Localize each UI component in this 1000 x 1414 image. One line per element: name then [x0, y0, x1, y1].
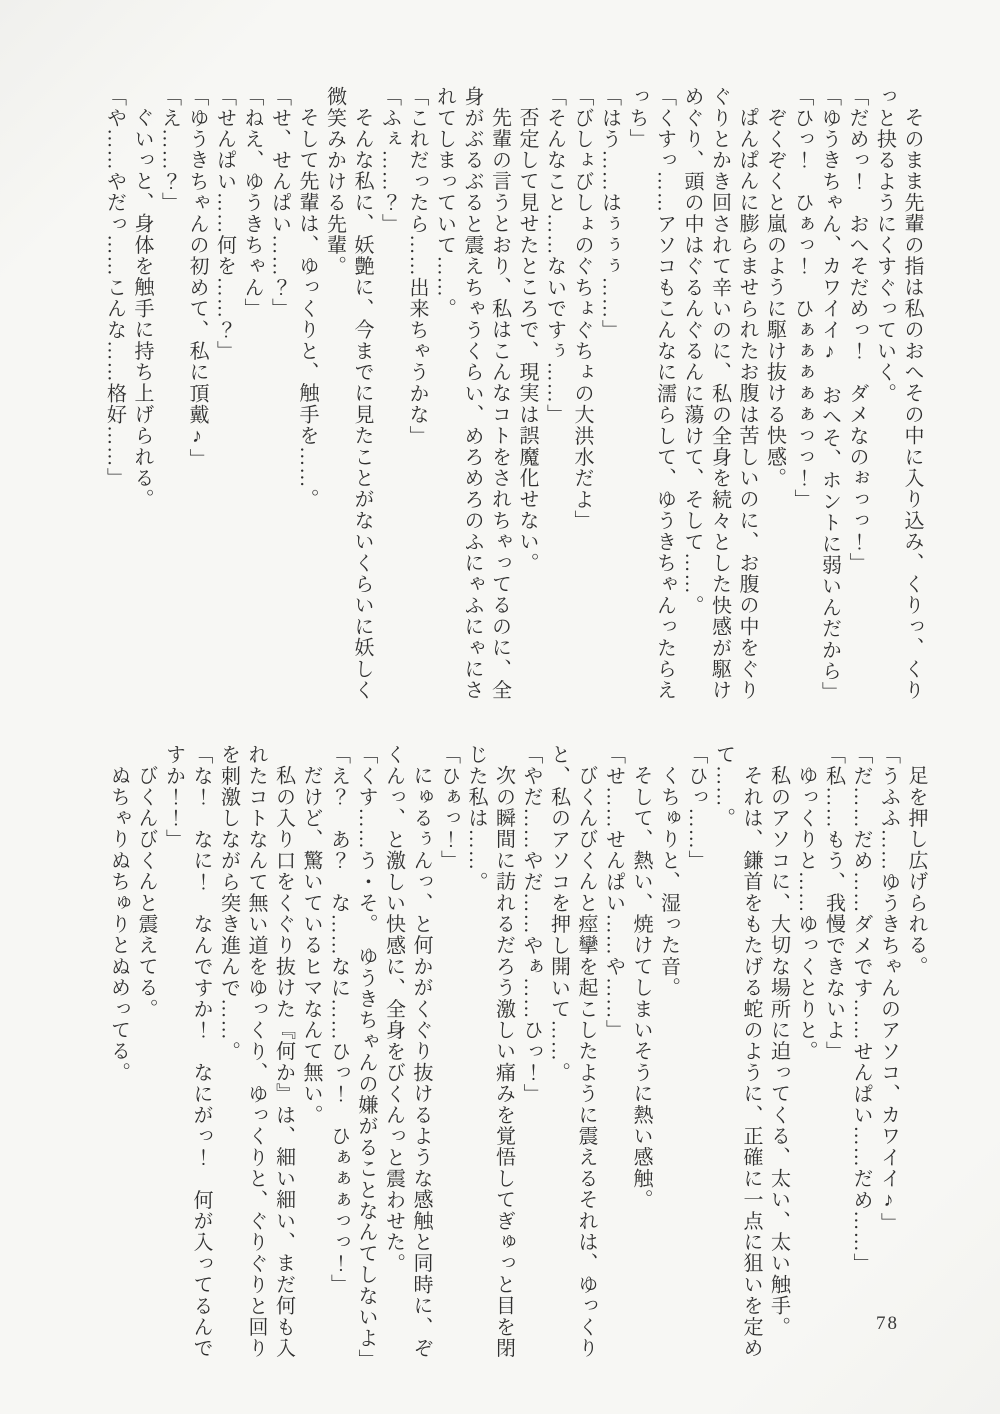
text-line: 「そんなこと……ないですぅ……」	[543, 86, 566, 426]
text-block-top	[100, 86, 925, 718]
text-line: っと抉るようにくすぐっていく。	[873, 86, 896, 404]
text-line: 微笑みかける先輩。	[323, 86, 346, 277]
text-line: すか！！」	[162, 744, 185, 850]
text-line: 「はう……はぅぅぅ……」	[598, 86, 621, 341]
text-line: 「せ、せんぱい……？」	[268, 86, 291, 320]
text-line: 「ゆうきちゃんの初めて、私に頂戴♪」	[186, 86, 208, 470]
text-line: びくんびくんと震えてる。	[135, 765, 157, 1020]
text-line: そして先輩は、ゆっくりと、触手を……。	[296, 107, 318, 510]
text-line: ぐりとかき回されて辛いのに、私の全身を続々とした快感が駆け	[708, 86, 731, 701]
text-line: 「だめっ！ おへそだめっ！ ダメなのぉっっ！」	[846, 86, 868, 574]
text-line: 足を押し広げられる。	[905, 765, 927, 977]
text-line: 「え？ あ？ な……なに……ひっ！ ひぁぁぁっっ！」	[327, 744, 350, 1296]
text-line: びくんびくんと痙攣を起こしたように震えるそれは、ゆっくり	[575, 765, 597, 1359]
text-line: ぞくぞくと嵐のように駆け抜ける快感。	[763, 107, 786, 489]
text-line: 私の入り口をくぐり抜けた『何か』は、細い細い、まだ何も入	[272, 765, 295, 1359]
text-line: ぐいっと、身体を触手に持ち上げられる。	[131, 107, 153, 510]
text-line: 「ねえ、ゆうきちゃん」	[241, 86, 263, 320]
text-line: 「ひぁっ！」	[437, 744, 460, 872]
text-line: 「せ……せんぱい……や……」	[602, 744, 625, 1041]
text-line: と、私のアソコを押し開いて……。	[547, 744, 570, 1084]
text-line: 「せんぱい……何を……？」	[213, 86, 236, 362]
text-line: 「びしょびしょのぐちょぐちょの大洪水だよ」	[571, 86, 593, 532]
text-line: めぐり、頭の中はぐるんぐるんに蕩けて、そして……。	[681, 86, 703, 616]
text-line: を刺激しながら突き進んで……。	[217, 744, 240, 1062]
text-line: 「くすっ……アソコもこんなに濡らして、ゆうきちゃんったらえ	[653, 86, 676, 701]
text-line: れたコトなんて無い道をゆっくり、ゆっくりと、ぐりぐりと回り	[245, 744, 267, 1359]
text-line: 「ひっ……」	[685, 744, 707, 872]
text-line: くちゅりと、湿った音。	[657, 765, 680, 999]
text-line: 「これだったら……出来ちゃうかな」	[406, 86, 428, 447]
text-line: 私のアソコに、大切な場所に迫ってくる、太い、太い触手。	[767, 765, 790, 1338]
text-block-bottom	[104, 744, 929, 1376]
text-line: じた私は……。	[465, 744, 487, 893]
text-line: そして、熱い、焼けてしまいそうに熱い感触。	[630, 765, 652, 1211]
text-line: くんっ、と激しい快感に、全身をびくんっと震わせた。	[382, 744, 405, 1274]
text-line: 次の瞬間に訪れるだろう激しい痛みを覚悟してぎゅっと目を閉	[492, 765, 515, 1359]
text-line: 「な！ なに！ なんですか！ なにがっ！ 何が入ってるんで	[190, 744, 212, 1359]
text-line: 「ふぇ……？」	[378, 86, 401, 235]
text-line: 「え……？」	[158, 86, 181, 214]
text-line: 身がぶるぶると震えちゃうくらい、めろめろのふにゃふにゃにさ	[461, 86, 483, 701]
text-line: そのまま先輩の指は私のおへその中に入り込み、くりっ、くり	[901, 107, 923, 701]
text-line: れてしまっていて……。	[433, 86, 456, 320]
page-number: 78	[876, 1313, 899, 1334]
text-line: て……。	[712, 744, 735, 829]
text-line: ぱんぱんに膨らませられたお腹は苦しいのに、お腹の中をぐり	[736, 107, 758, 701]
text-line: 「私……もう、我慢できないよ」	[822, 744, 845, 1062]
text-line: 「ゆうきちゃん、カワイイ♪ おへそ、ホントに弱いんだから」	[818, 86, 841, 703]
text-line: それは、鎌首をもたげる蛇のように、正確に一点に狙いを定め	[740, 765, 762, 1359]
text-line: にゅるぅんっ、と何かがくぐり抜けるような感触と同時に、ぞ	[410, 765, 432, 1359]
text-line: 「うふふ……ゆうきちゃんのアソコ、カワイイ♪」	[877, 744, 900, 1234]
text-line: ゆっくりと……ゆっくとりと。	[795, 765, 817, 1062]
text-line: 「やだ……やだ……やぁ……ひっ！」	[520, 744, 542, 1105]
text-line: だけど、驚いているヒマなんて無い。	[300, 765, 322, 1126]
text-line: 「くす……う・そ。 ゆうきちゃんの嫌がることなんてしないよ」	[355, 744, 377, 1370]
text-line: 「だ……だめ……ダメです……せんぱい……だめ……」	[850, 744, 872, 1274]
text-line: 「ひっ！ ひぁっ！ ひぁぁぁぁぁっっ！」	[791, 86, 813, 510]
text-line: ぬちゃりぬちゅりとぬめってる。	[107, 765, 130, 1083]
text-line: そんな私に、妖艶に、今までに見たことがないくらいに妖しく	[351, 107, 373, 701]
text-line: っち」	[626, 86, 648, 150]
text-line: 否定して見せたところで、現実は誤魔化せない。	[516, 107, 538, 574]
text-line: 「や……やだっ……こんな……格好……」	[103, 86, 126, 489]
text-line: 先輩の言うとおり、私はこんなコトをされちゃってるのに、全	[488, 107, 511, 701]
